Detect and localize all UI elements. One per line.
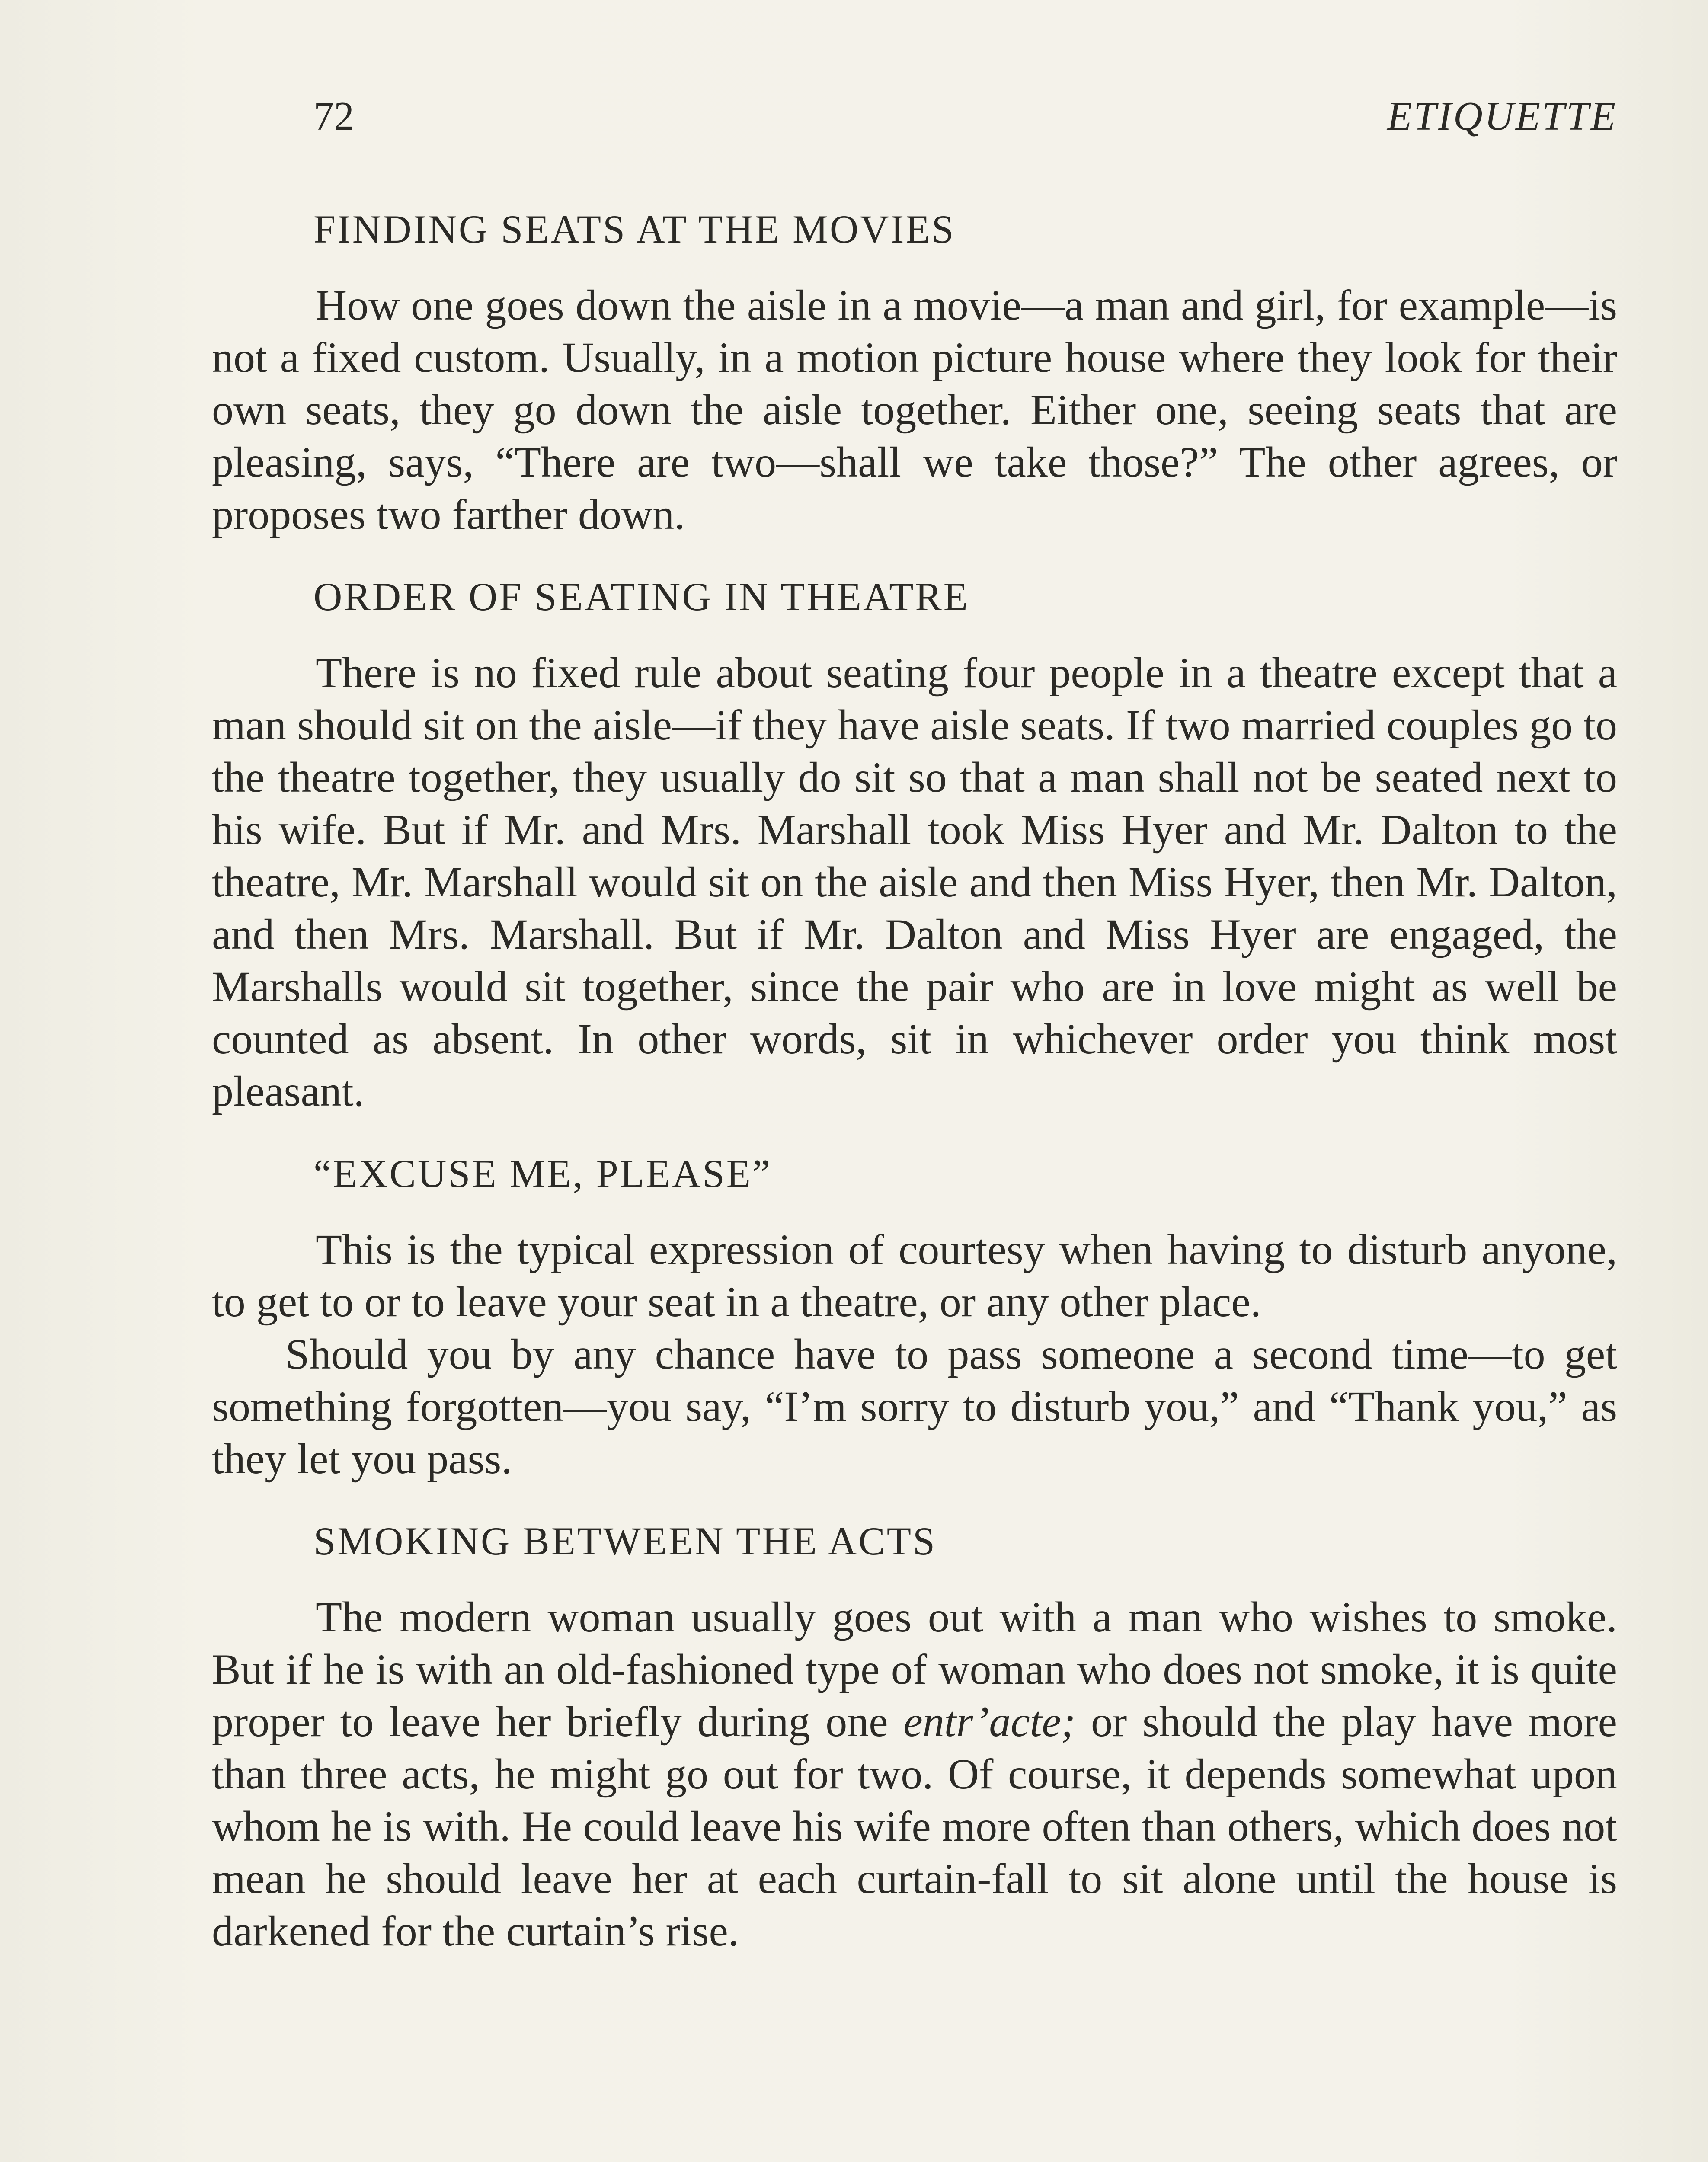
page-header — [313, 93, 1617, 158]
italic-term: entr’acte; — [903, 1698, 1076, 1746]
running-head: ETIQUETTE — [1387, 94, 1617, 139]
paragraph: There is no fixed rule about seating four people in a theatre except that a man should sit on the aisle—if they have aisle seats. If two married couples go to the theatre together, they usually do sit so that a man shall not be seated next to his wife. But if Mr. and Mrs. Marshall took Miss Hyer and Mr. Dalton to the theatre, Mr. Marshall would sit on the aisle and then Miss Hyer, then Mr. Dalton, and then Mrs. Marshall. But if Mr. Dalton and Miss Hyer are engaged, the Marshalls would sit together, since the pair who are in love might as well be counted as absent. In other words, sit in whichever order you think most pleasant. — [212, 649, 1617, 1115]
section-heading: FINDING SEATS AT THE MOVIES — [313, 207, 956, 251]
section-excuse-me — [212, 1148, 1617, 1485]
section-finding-seats — [212, 203, 1617, 540]
page-number: 72 — [313, 94, 354, 139]
paragraph-text: The modern woman usually goes out with a man who wishes to smoke. But if he is with an old-fashioned type of woman who does not smoke, it is quite proper to leave her briefly during one — [212, 1593, 1617, 1746]
page-content — [212, 203, 1617, 1987]
section-heading: ORDER OF SEATING IN THEATRE — [313, 575, 969, 619]
paragraph-text: or should the play have more than three acts, he might go out for two. Of course, it depends somewhat upon whom he is with. He could leave his wife more often than others, which does not mean he should leave her at each curtain-fall to sit alone until the house is darkened for the curtain’s rise. — [212, 1698, 1618, 1955]
section-smoking — [212, 1515, 1617, 1957]
paragraph: This is the typical expression of courtesy when having to disturb anyone, to get to or to leave your seat in a theatre, or any other place. — [212, 1225, 1617, 1326]
section-heading: SMOKING BETWEEN THE ACTS — [313, 1519, 937, 1563]
section-heading: “EXCUSE ME, PLEASE” — [313, 1151, 772, 1196]
section-order-of-seating — [212, 571, 1617, 1117]
paragraph: How one goes down the aisle in a movie—a man and girl, for example—is not a fixed custom. Usually, in a motion picture house where they look for their own seats, they go down the aisle together. Either one, seeing seats that are pleasing, says, “There are two—shall we take those?” The other agrees, or proposes two farther down. — [212, 281, 1617, 538]
paragraph — [212, 1591, 1617, 1957]
paragraph: Should you by any chance have to pass someone a second time—to get something forgotten—you say, “I’m sorry to disturb you,” and “Thank you,” as they let you pass. — [212, 1330, 1617, 1483]
